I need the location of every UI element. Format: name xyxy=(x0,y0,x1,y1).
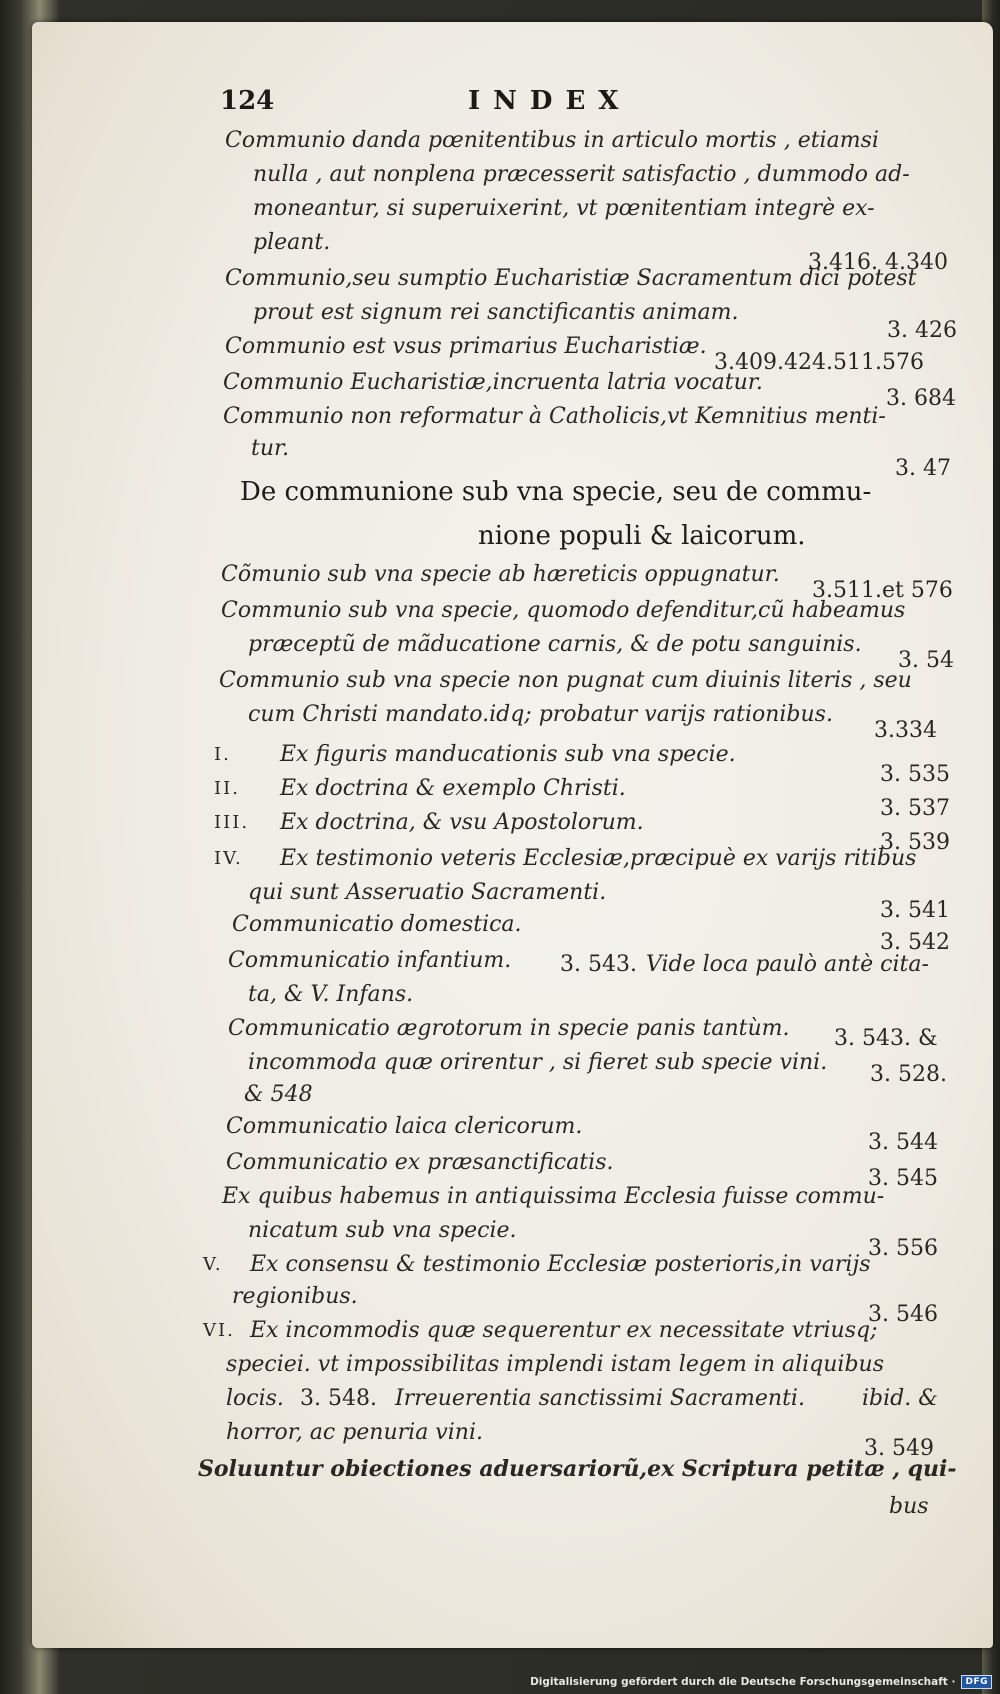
page-reference: 3. 537 xyxy=(880,796,950,821)
index-line: Communicatio ægrotorum in specie panis tantùm. xyxy=(228,1016,790,1041)
index-line: Communio non reformatur à Catholicis,vt Kemnitius menti- xyxy=(223,404,886,429)
index-line: Communio sub vna specie, quomodo defenditur,cũ habeamus xyxy=(221,598,906,623)
index-line: ta, & V. Infans. xyxy=(248,982,414,1007)
page-number: 124 xyxy=(220,86,275,116)
roman-numeral: VI. xyxy=(203,1320,235,1341)
index-line: Vide loca paulò antè cita- xyxy=(646,952,929,977)
page-reference: 3. 543. & xyxy=(834,1026,938,1051)
index-line: qui sunt Asseruatio Sacramenti. xyxy=(248,880,607,905)
index-line: incommoda quæ orirentur , si fieret sub specie vini. xyxy=(248,1050,828,1075)
index-line: Cõmunio sub vna specie ab hæreticis oppugnatur. xyxy=(221,562,780,587)
page-reference: 3. 542 xyxy=(880,930,950,955)
index-line: Ex doctrina, & vsu Apostolorum. xyxy=(280,810,644,835)
index-line: horror, ac penuria vini. xyxy=(226,1420,483,1445)
index-line: Ex testimonio veteris Ecclesiæ,præcipuè ex varijs ritibus xyxy=(280,846,917,871)
digitization-credit xyxy=(530,1672,992,1692)
index-line: Soluuntur obiectiones aduersariorũ,ex Scriptura petitæ , qui- xyxy=(198,1456,957,1482)
index-line: locis. xyxy=(226,1386,284,1411)
index-line: Communicatio ex præsanctificatis. xyxy=(226,1150,614,1175)
page-reference: 3.511.et 576 xyxy=(812,578,953,603)
index-line: Communio Eucharistiæ,incruenta latria vocatur. xyxy=(223,370,763,395)
index-line: Communio est vsus primarius Eucharistiæ. xyxy=(225,334,707,359)
roman-numeral: I. xyxy=(214,744,231,765)
roman-numeral: II. xyxy=(214,778,240,799)
roman-numeral: III. xyxy=(214,812,250,833)
page-reference: 3.416. 4.340 xyxy=(808,250,948,275)
page-reference: 3. 541 xyxy=(880,898,950,923)
page-reference: 3. 545 xyxy=(868,1166,938,1191)
index-line: regionibus. xyxy=(232,1284,358,1309)
index-line: tur. xyxy=(251,436,290,461)
page-reference: 3. 556 xyxy=(868,1236,938,1261)
index-line: Ex incommodis quæ sequerentur ex necessitate vtriusq; xyxy=(250,1318,878,1343)
page-reference: 3. 54 xyxy=(898,648,954,673)
index-line: Irreuerentia sanctissimi Sacramenti. xyxy=(395,1386,805,1411)
page-reference: 3. 426 xyxy=(887,318,957,343)
section-heading-line-1: De communione sub vna specie, seu de commu- xyxy=(240,477,872,507)
section-heading-line-2: nione populi & laicorum. xyxy=(478,521,806,551)
page-reference: 3. 528. xyxy=(870,1062,947,1087)
index-line: Communicatio laica clericorum. xyxy=(226,1114,583,1139)
index-line: Ex quibus habemus in antiquissima Ecclesia fuisse commu- xyxy=(222,1184,885,1209)
page-reference: 3. 684 xyxy=(886,386,956,411)
page-reference: 3. 548. xyxy=(300,1386,377,1411)
page-reference: 3. 47 xyxy=(895,456,951,481)
index-line: Ex consensu & testimonio Ecclesiæ posterioris,in varijs xyxy=(250,1252,871,1277)
index-line: Communicatio infantium. xyxy=(228,948,512,973)
roman-numeral: V. xyxy=(203,1254,223,1275)
index-line: præceptũ de mãducatione carnis, & de potu sanguinis. xyxy=(248,632,862,657)
index-line: prout est signum rei sanctificantis animam. xyxy=(253,300,739,325)
page-reference: 3. 535 xyxy=(880,762,950,787)
index-line: Communio danda pœnitentibus in articulo mortis , etiamsi xyxy=(225,128,879,153)
page-reference: 3. 549 xyxy=(864,1436,934,1461)
index-line: Ex doctrina & exemplo Christi. xyxy=(280,776,626,801)
page-reference: 3. 544 xyxy=(868,1130,938,1155)
index-line: Communio sub vna specie non pugnat cum diuinis literis , seu xyxy=(219,668,912,693)
index-line: nulla , aut nonplena præcesserit satisfactio , dummodo ad- xyxy=(253,162,910,187)
page-reference: 3.334 xyxy=(874,718,937,743)
index-line: ibid. & xyxy=(862,1386,938,1411)
page-reference: 3.409.424.511.576 xyxy=(714,350,924,375)
index-line: pleant. xyxy=(253,230,331,255)
page-reference: 3. 543. xyxy=(560,952,637,977)
index-line: nicatum sub vna specie. xyxy=(248,1218,517,1243)
roman-numeral: IV. xyxy=(214,848,243,869)
page-reference: 3. 539 xyxy=(880,830,950,855)
page-reference: 3. 546 xyxy=(868,1302,938,1327)
credit-text: Digitalisierung gefördert durch die Deutsche Forschungsgemeinschaft · xyxy=(530,1676,956,1688)
index-line: Ex figuris manducationis sub vna specie. xyxy=(280,742,736,767)
index-line: Communicatio domestica. xyxy=(232,912,522,937)
catchword: bus xyxy=(889,1494,929,1519)
dfg-logo: DFG xyxy=(961,1675,992,1689)
index-line: cum Christi mandato.idq; probatur varijs rationibus. xyxy=(248,702,833,727)
running-title: INDEX xyxy=(468,86,632,116)
index-line: Communio,seu sumptio Eucharistiæ Sacramentum dici potest xyxy=(225,266,917,291)
index-line: moneantur, si superuixerint, vt pœnitentiam integrè ex- xyxy=(253,196,875,221)
index-line: speciei. vt impossibilitas implendi istam legem in aliquibus xyxy=(226,1352,885,1377)
index-line: & 548 xyxy=(244,1082,313,1107)
